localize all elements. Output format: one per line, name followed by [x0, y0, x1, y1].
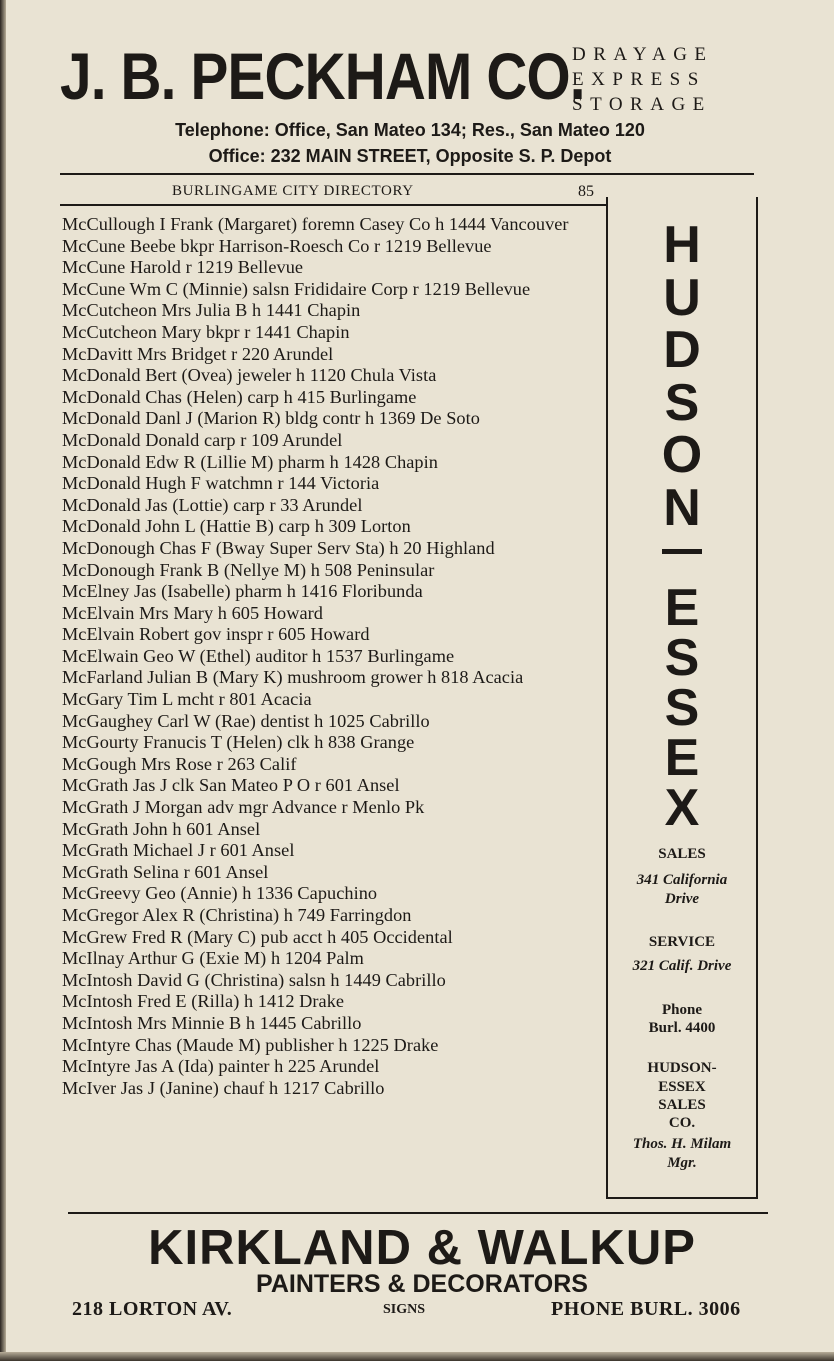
essex-letters: E S S E X	[664, 579, 700, 837]
service-express: EXPRESS	[572, 69, 706, 90]
directory-entry: McDonald Chas (Helen) carp h 415 Burlingame	[62, 386, 417, 407]
service-label: SERVICE	[648, 934, 716, 950]
directory-entry: McGrew Fred R (Mary C) pub acct h 405 Occidental	[62, 926, 453, 947]
sales-address-line1: 341 California	[636, 872, 728, 888]
directory-entry: McCune Beebe bkpr Harrison-Roesch Co r 1219 Bellevue	[62, 235, 492, 256]
service-drayage: DRAYAGE	[572, 44, 714, 65]
directory-entry: McIntyre Jas A (Ida) painter h 225 Arundel	[62, 1056, 380, 1077]
footer-rule	[68, 1212, 768, 1214]
peckham-company-name: J. B. PECKHAM CO.	[60, 39, 585, 113]
kirkland-tagline: PAINTERS & DECORATORS	[256, 1270, 588, 1298]
header-rule	[60, 173, 754, 175]
directory-entry: McDonough Frank B (Nellye M) h 508 Peninsular	[62, 559, 435, 580]
directory-entry: McCullough I Frank (Margaret) foremn Casey Co h 1444 Vancouver	[62, 214, 569, 234]
directory-entry: McElvain Robert gov inspr r 605 Howard	[62, 624, 370, 645]
directory-entry: McGrath Jas J clk San Mateo P O r 601 Ansel	[62, 775, 400, 796]
directory-entry: McGaughey Carl W (Rae) dentist h 1025 Cabrillo	[62, 710, 430, 731]
peckham-office-address: Office: 232 MAIN STREET, Opposite S. P. Depot	[208, 146, 612, 166]
running-head: BURLINGAME CITY DIRECTORY	[172, 183, 414, 199]
hudson-brand	[608, 216, 756, 537]
directory-entry: McDonald Bert (Ovea) jeweler h 1120 Chula Vista	[62, 365, 437, 386]
directory-entry: McGrath John h 601 Ansel	[62, 818, 261, 839]
directory-entry: McGrath Michael J r 601 Ansel	[62, 840, 295, 861]
directory-entry: McDonough Chas F (Bway Super Serv Sta) h 20 Highland	[62, 537, 495, 558]
peckham-services	[572, 42, 762, 117]
directory-entry: McIntosh Mrs Minnie B h 1445 Cabrillo	[62, 1012, 362, 1033]
kirkland-address: 218 LORTON AV.	[72, 1298, 233, 1320]
directory-entry: McIver Jas J (Janine) chauf h 1217 Cabrillo	[62, 1077, 385, 1098]
directory-entry: McGrath J Morgan adv mgr Advance r Menlo Pk	[62, 797, 425, 818]
directory-entry: McGregor Alex R (Christina) h 749 Farringdon	[62, 905, 412, 925]
company-line3: SALES	[658, 1097, 706, 1113]
directory-entry: McGough Mrs Rose r 263 Calif	[62, 753, 297, 774]
directory-entry: McDonald Jas (Lottie) carp r 33 Arundel	[62, 494, 363, 515]
phone-number: Burl. 4400	[648, 1020, 716, 1036]
running-head-rule	[60, 204, 606, 206]
kirkland-signs: SIGNS	[383, 1302, 426, 1317]
directory-entry: McGary Tim L mcht r 801 Acacia	[62, 689, 312, 710]
directory-entry: McElney Jas (Isabelle) pharm h 1416 Floribunda	[62, 581, 423, 602]
company-line4: CO.	[668, 1115, 696, 1131]
directory-entry: McDonald Hugh F watchmn r 144 Victoria	[62, 473, 380, 494]
page-edge-shadow	[0, 0, 6, 1361]
directory-entry: McDonald John L (Hattie B) carp h 309 Lorton	[62, 516, 411, 537]
essex-brand	[608, 579, 756, 837]
directory-entry: McCutcheon Mary bkpr r 1441 Chapin	[62, 321, 350, 342]
sales-address-line2: Drive	[664, 891, 700, 907]
page-number: 85	[578, 183, 594, 200]
directory-entry: McIntosh Fred E (Rilla) h 1412 Drake	[62, 991, 345, 1012]
company-line2: ESSEX	[658, 1079, 706, 1095]
manager-title: Mgr.	[667, 1155, 697, 1171]
hudson-letters: H U D S O N	[661, 216, 703, 537]
directory-entry: McDonald Donald carp r 109 Arundel	[62, 429, 343, 450]
service-storage: STORAGE	[572, 94, 712, 115]
directory-entry: McCune Harold r 1219 Bellevue	[62, 257, 304, 278]
directory-entry: McDonald Danl J (Marion R) bldg contr h 1369 De Soto	[62, 408, 480, 429]
directory-entry: McGrath Selina r 601 Ansel	[62, 861, 269, 882]
directory-entry: McFarland Julian B (Mary K) mushroom grower h 818 Acacia	[62, 667, 524, 688]
directory-entry: McIntyre Chas (Maude M) publisher h 1225 Drake	[62, 1034, 439, 1055]
kirkland-phone: PHONE BURL. 3006	[551, 1298, 741, 1320]
directory-entry: McElwain Geo W (Ethel) auditor h 1537 Burlingame	[62, 645, 455, 666]
peckham-telephone: Telephone: Office, San Mateo 134; Res., San Mateo 120	[175, 120, 645, 140]
directory-entry: McGourty Franucis T (Helen) clk h 838 Grange	[62, 732, 415, 753]
page-bottom-edge	[0, 1352, 834, 1361]
manager-name: Thos. H. Milam	[632, 1136, 732, 1152]
directory-entries	[62, 214, 610, 1099]
directory-entry: McDavitt Mrs Bridget r 220 Arundel	[62, 343, 334, 364]
directory-entry: McGreevy Geo (Annie) h 1336 Capuchino	[62, 883, 378, 904]
directory-entry: McDonald Edw R (Lillie M) pharm h 1428 Chapin	[62, 451, 438, 472]
directory-entry: McIntosh David G (Christina) salsn h 1449 Cabrillo	[62, 969, 446, 990]
phone-label: Phone	[661, 1002, 702, 1018]
brand-divider	[662, 549, 702, 554]
company-line1: HUDSON-	[647, 1060, 717, 1076]
directory-entry: McIlnay Arthur G (Exie M) h 1204 Palm	[62, 948, 364, 969]
kirkland-walkup-name: KIRKLAND & WALKUP	[148, 1221, 696, 1275]
service-address: 321 Calif. Drive	[632, 958, 732, 974]
hudson-essex-ad	[606, 197, 758, 1199]
sales-label: SALES	[658, 846, 706, 862]
directory-entry: McElvain Mrs Mary h 605 Howard	[62, 602, 323, 623]
directory-entry: McCutcheon Mrs Julia B h 1441 Chapin	[62, 300, 361, 321]
directory-entry: McCune Wm C (Minnie) salsn Frididaire Corp r 1219 Bellevue	[62, 278, 531, 299]
